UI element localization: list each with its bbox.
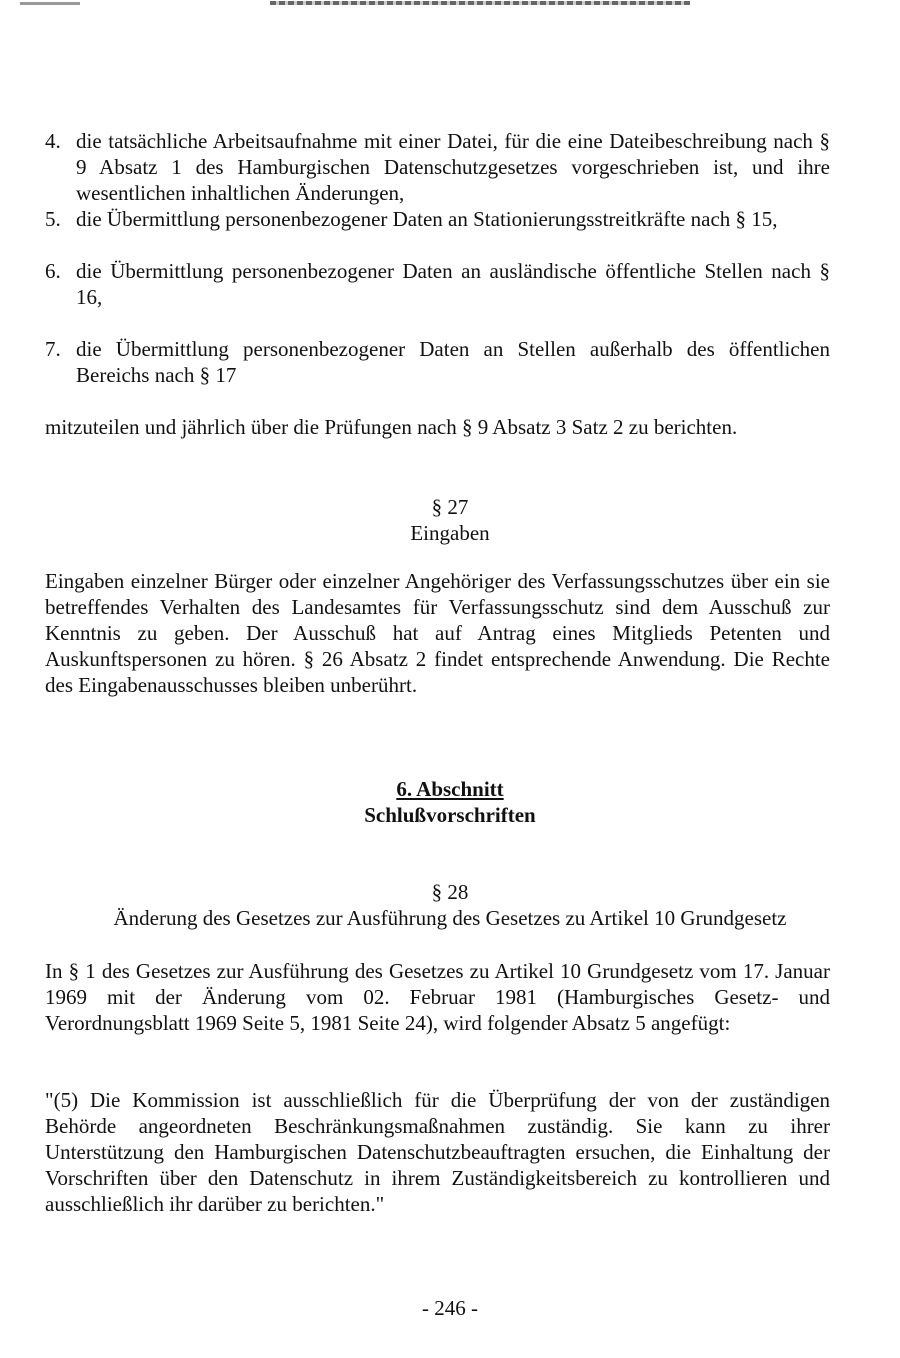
list-item-text: die Übermittlung personenbezogener Daten an ausländische öffentliche Stellen nach § 16, [76,259,830,309]
chapter-title: Schlußvorschriften [364,803,536,827]
section-28-body: In § 1 des Gesetzes zur Ausführung des Gesetzes zu Artikel 10 Grundgesetz vom 17. Januar 1969 mit der Änderung vom 02. Februar 1981 (Hamburgisches Gesetz- und Verordnungsblatt 1969 Seite 5, 1981 Seite 24), wird folgender Absatz 5 angefügt: [45,959,830,1035]
list-item [45,258,830,310]
page-number: - 246 - [422,1296,478,1320]
list-item-text: die Übermittlung personenbezogener Daten an Stationierungsstreitkräfte nach § 15, [76,207,778,231]
scan-mark [20,2,80,5]
chapter-label: 6. Abschnitt [396,777,504,801]
list-item-number: 5. [45,207,61,231]
section-28-quote: "(5) Die Kommission ist ausschließlich für die Überprüfung der von der zuständigen Behörde angeordneten Beschränkungsmaßnahmen zuständig. Sie kann zu ihrer Unterstützung den Hamburgischen Datenschutzbeauftragten ersuchen, die Einhaltung der Vorschriften über den Datenschutz in ihrem Zuständigkeitsbereich zu kontrollieren und ausschließlich ihr darüber zu berichten." [45,1088,830,1216]
scan-artifact [0,0,900,10]
list-item [45,336,830,388]
section-27-number: § 27 [431,495,469,519]
section-28-title: Änderung des Gesetzes zur Ausführung des Gesetzes zu Artikel 10 Grundgesetz [113,906,787,930]
list-item-number: 4. [45,129,61,153]
section-27-title: Eingaben [410,521,490,545]
list-item-text: die Übermittlung personenbezogener Daten an Stellen außerhalb des öffentlichen Bereichs nach § 17 [76,337,830,387]
list-item-text: die tatsächliche Arbeitsaufnahme mit einer Datei, für die eine Dateibeschreibung nach § 9 Absatz 1 des Hamburgischen Datenschutzgesetzes vorgeschrieben ist, und ihre wesentlichen inhaltlichen Änderungen, [76,129,830,205]
list-item [45,206,830,232]
scan-mark [270,1,690,5]
list-item-number: 7. [45,337,61,361]
closing-sentence: mitzuteilen und jährlich über die Prüfungen nach § 9 Absatz 3 Satz 2 zu berichten. [45,415,738,439]
list-item [45,128,830,206]
section-27-body: Eingaben einzelner Bürger oder einzelner Angehöriger des Verfassungsschutzes über ein sie betreffendes Verhalten des Landesamtes für Verfassungsschutz sind dem Ausschuß zur Kenntnis zu geben. Der Ausschuß hat auf Antrag eines Mitglieds Petenten und Auskunftspersonen zu hören. § 26 Absatz 2 findet entsprechende Anwendung. Die Rechte des Eingabenausschusses bleiben unberührt. [45,569,830,697]
section-28-number: § 28 [431,880,469,904]
list-item-number: 6. [45,259,61,283]
